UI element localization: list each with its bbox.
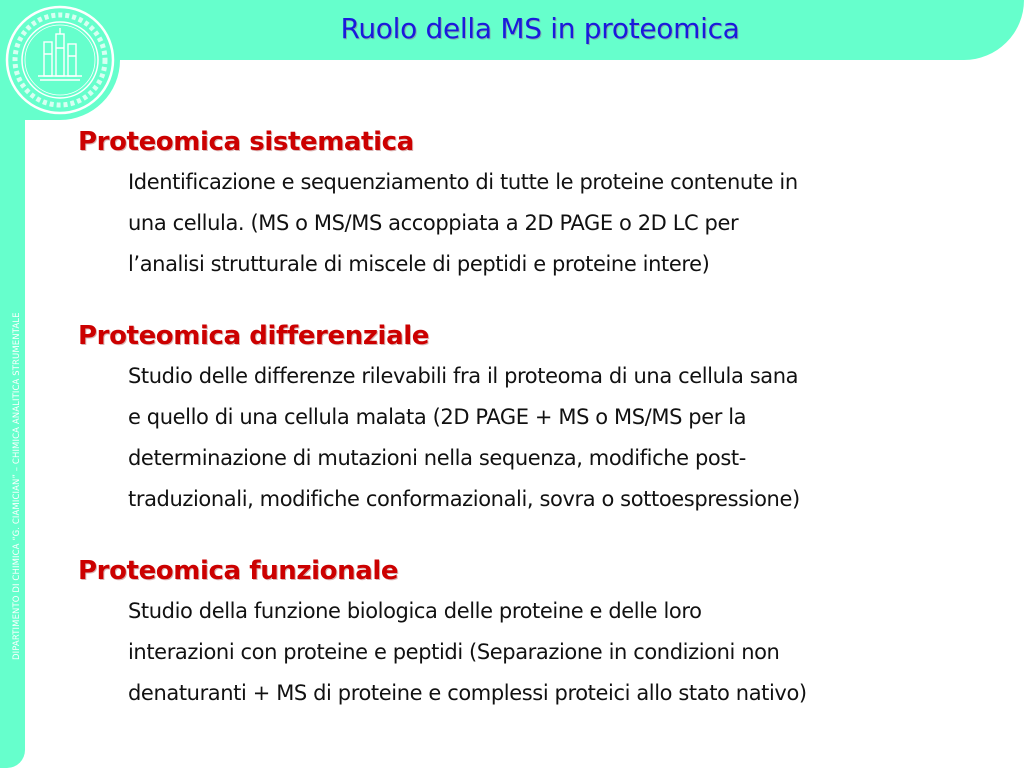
slide-title: Ruolo della MS in proteomica (340, 12, 740, 45)
section-differenziale (78, 316, 988, 520)
section-body (128, 591, 988, 714)
section-heading: Proteomica sistematica (78, 127, 414, 157)
body-line: Studio delle differenze rilevabili fra il proteoma di una cellula sana (128, 364, 799, 388)
body-line: Identificazione e sequenziamento di tutte le proteine contenute in (128, 170, 798, 194)
section-heading: Proteomica funzionale (78, 556, 399, 586)
section-body (128, 356, 988, 520)
section-sistematica (78, 122, 988, 285)
body-line: traduzionali, modifiche conformazionali, sovra o sottoespressione) (128, 487, 800, 511)
body-line: interazioni con proteine e peptidi (Separazione in condizioni non (128, 640, 780, 664)
section-body (128, 162, 988, 285)
slide-content (78, 122, 988, 714)
body-line: Studio della funzione biologica delle proteine e delle loro (128, 599, 702, 623)
department-vertical-label: DIPARTIMENTO DI CHIMICA “G. CIAMICIAN” – CHIMICA ANALITICA STRUMENTALE (12, 312, 22, 660)
body-line: una cellula. (MS o MS/MS accoppiata a 2D PAGE o 2D LC per (128, 211, 739, 235)
body-line: determinazione di mutazioni nella sequenza, modifiche post- (128, 446, 746, 470)
university-seal-icon (4, 4, 116, 116)
body-line: denaturanti + MS di proteine e complessi proteici allo stato nativo) (128, 681, 807, 705)
body-line: e quello di una cellula malata (2D PAGE + MS o MS/MS per la (128, 405, 747, 429)
body-line: l’analisi strutturale di miscele di peptidi e proteine intere) (128, 252, 710, 276)
section-funzionale (78, 551, 988, 714)
section-heading: Proteomica differenziale (78, 321, 429, 351)
